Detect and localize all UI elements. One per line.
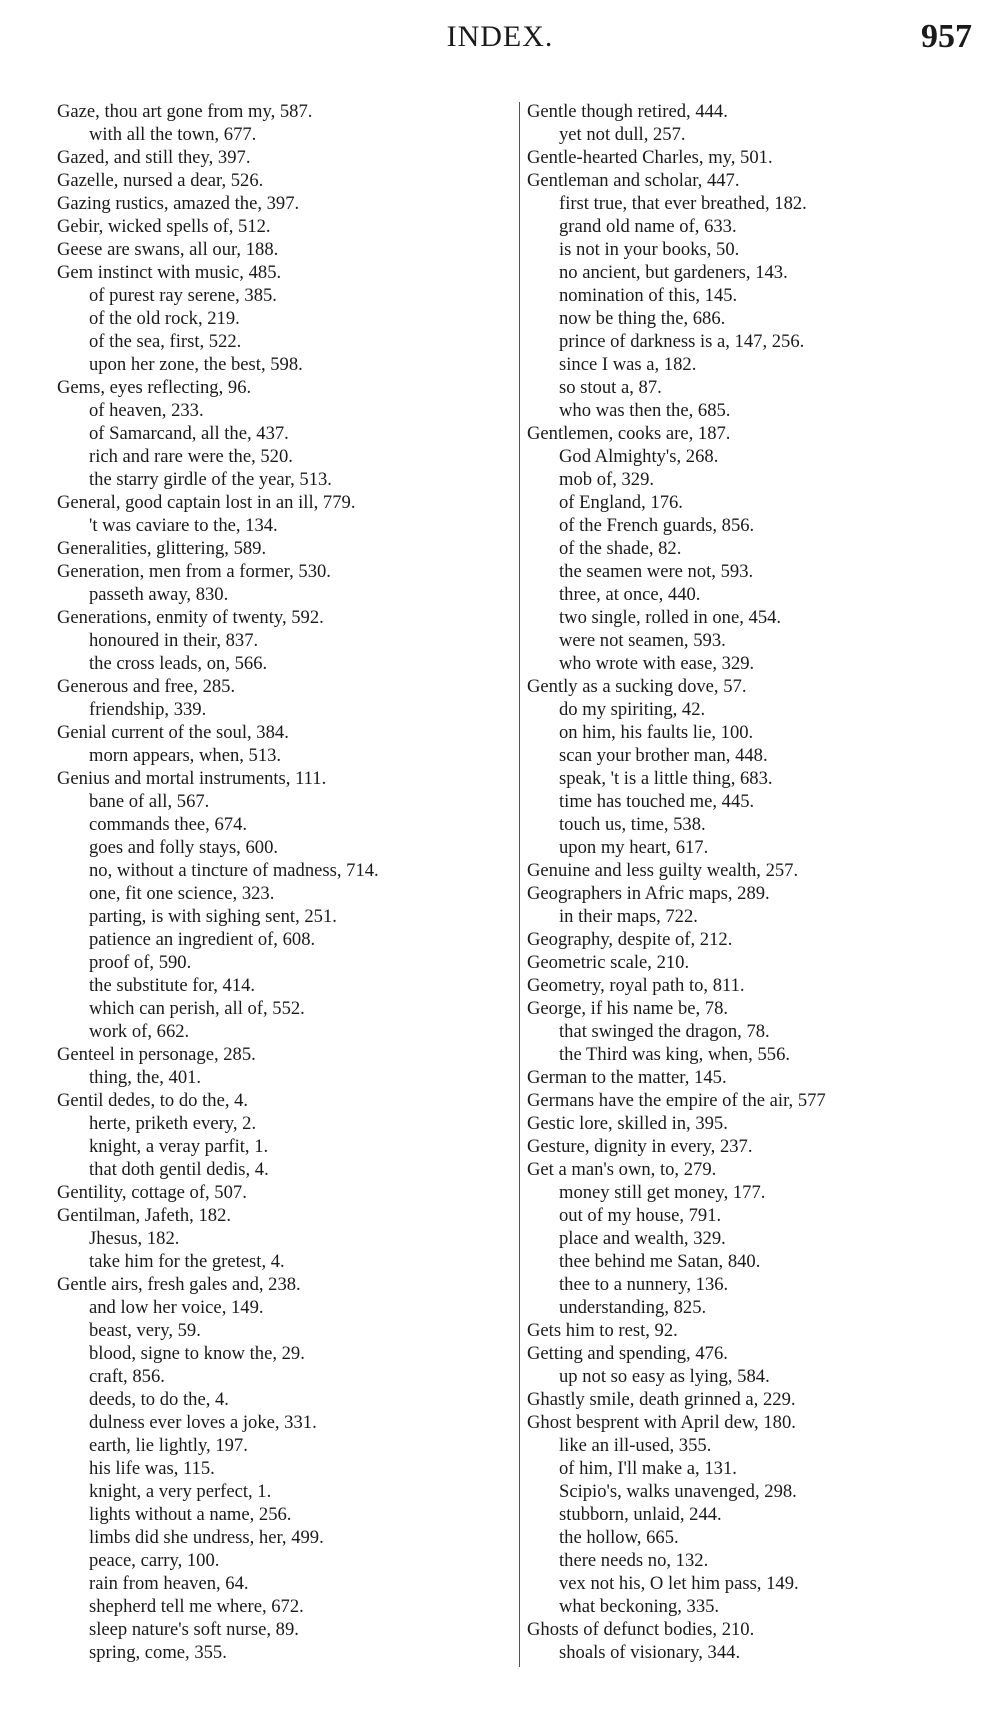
index-subentry: God Almighty's, 268. [559, 446, 719, 467]
index-subentry: Scipio's, walks unavenged, 298. [559, 1481, 797, 1502]
index-subentry: thee behind me Satan, 840. [559, 1251, 761, 1272]
index-subentry: scan your brother man, 448. [559, 745, 768, 766]
index-entry: Ghosts of defunct bodies, 210. [527, 1619, 755, 1640]
index-subentry: morn appears, when, 513. [89, 745, 282, 766]
index-entry: Gentleman and scholar, 447. [527, 170, 740, 191]
index-subentry: take him for the gretest, 4. [89, 1251, 285, 1272]
index-subentry: the cross leads, on, 566. [89, 653, 268, 674]
index-entry: Gebir, wicked spells of, 512. [57, 216, 271, 237]
index-subentry: what beckoning, 335. [559, 1596, 720, 1617]
index-subentry: mob of, 329. [559, 469, 655, 490]
index-entry: Gentility, cottage of, 507. [57, 1182, 247, 1203]
index-subentry: the substitute for, 414. [89, 975, 256, 996]
index-entry: Gesture, dignity in every, 237. [527, 1136, 753, 1157]
index-subentry: up not so easy as lying, 584. [559, 1366, 770, 1387]
index-subentry: grand old name of, 633. [559, 216, 737, 237]
index-subentry: knight, a veray parfit, 1. [89, 1136, 269, 1157]
index-entry: Genteel in personage, 285. [57, 1044, 256, 1065]
index-entry: German to the matter, 145. [527, 1067, 727, 1088]
index-entry: Gaze, thou art gone from my, 587. [57, 101, 313, 122]
index-subentry: upon my heart, 617. [559, 837, 709, 858]
index-subentry: of purest ray serene, 385. [89, 285, 277, 306]
index-subentry: and low her voice, 149. [89, 1297, 264, 1318]
index-entry: Genius and mortal instruments, 111. [57, 768, 327, 789]
index-subentry: work of, 662. [89, 1021, 190, 1042]
index-subentry: understanding, 825. [559, 1297, 707, 1318]
index-subentry: money still get money, 177. [559, 1182, 766, 1203]
index-subentry: the starry girdle of the year, 513. [89, 469, 332, 490]
index-subentry: rain from heaven, 64. [89, 1573, 249, 1594]
page-header [0, 18, 1000, 68]
index-subentry: 't was caviare to the, 134. [89, 515, 278, 536]
index-subentry: out of my house, 791. [559, 1205, 722, 1226]
index-entry: Get a man's own, to, 279. [527, 1159, 717, 1180]
index-subentry: so stout a, 87. [559, 377, 662, 398]
index-entry: George, if his name be, 78. [527, 998, 729, 1019]
index-subentry: who was then the, 685. [559, 400, 731, 421]
index-entry: Gem instinct with music, 485. [57, 262, 282, 283]
index-subentry: spring, come, 355. [89, 1642, 227, 1663]
index-entry: Gentle-hearted Charles, my, 501. [527, 147, 773, 168]
index-subentry: that doth gentil dedis, 4. [89, 1159, 269, 1180]
index-subentry: of Samarcand, all the, 437. [89, 423, 289, 444]
index-entry: Gentilman, Jafeth, 182. [57, 1205, 232, 1226]
index-subentry: his life was, 115. [89, 1458, 215, 1479]
page-number: 957 [921, 18, 972, 55]
index-subentry: no ancient, but gardeners, 143. [559, 262, 788, 283]
index-entry: Gazed, and still they, 397. [57, 147, 251, 168]
index-subentry: which can perish, all of, 552. [89, 998, 305, 1019]
index-subentry: of the French guards, 856. [559, 515, 755, 536]
index-entry: General, good captain lost in an ill, 779. [57, 492, 356, 513]
index-entry: Generalities, glittering, 589. [57, 538, 267, 559]
index-entry: Gentle airs, fresh gales and, 238. [57, 1274, 301, 1295]
index-subentry: craft, 856. [89, 1366, 165, 1387]
index-subentry: who wrote with ease, 329. [559, 653, 755, 674]
index-subentry: of him, I'll make a, 131. [559, 1458, 737, 1479]
index-column-left [57, 100, 517, 1664]
index-subentry: like an ill-used, 355. [559, 1435, 712, 1456]
index-entry: Gentlemen, cooks are, 187. [527, 423, 731, 444]
index-subentry: of the shade, 82. [559, 538, 682, 559]
index-subentry: parting, is with sighing sent, 251. [89, 906, 337, 927]
index-column-right [527, 100, 977, 1664]
index-subentry: beast, very, 59. [89, 1320, 201, 1341]
index-subentry: thing, the, 401. [89, 1067, 202, 1088]
index-entry: Ghastly smile, death grinned a, 229. [527, 1389, 796, 1410]
index-subentry: yet not dull, 257. [559, 124, 686, 145]
index-entry: Geometry, royal path to, 811. [527, 975, 745, 996]
index-subentry: now be thing the, 686. [559, 308, 726, 329]
index-subentry: no, without a tincture of madness, 714. [89, 860, 379, 881]
index-subentry: herte, priketh every, 2. [89, 1113, 257, 1134]
index-subentry: in their maps, 722. [559, 906, 698, 927]
index-subentry: time has touched me, 445. [559, 791, 755, 812]
index-subentry: patience an ingredient of, 608. [89, 929, 316, 950]
index-subentry: of England, 176. [559, 492, 683, 513]
index-subentry: nomination of this, 145. [559, 285, 738, 306]
index-entry: Gentle though retired, 444. [527, 101, 728, 122]
index-subentry: with all the town, 677. [89, 124, 257, 145]
index-subentry: do my spiriting, 42. [559, 699, 706, 720]
index-subentry: honoured in their, 837. [89, 630, 259, 651]
index-entry: Generation, men from a former, 530. [57, 561, 331, 582]
index-subentry: stubborn, unlaid, 244. [559, 1504, 722, 1525]
index-entry: Geese are swans, all our, 188. [57, 239, 279, 260]
index-entry: Gentil dedes, to do the, 4. [57, 1090, 249, 1111]
index-entry: Getting and spending, 476. [527, 1343, 728, 1364]
index-subentry: knight, a very perfect, 1. [89, 1481, 272, 1502]
index-subentry: commands thee, 674. [89, 814, 248, 835]
index-entry: Genial current of the soul, 384. [57, 722, 289, 743]
index-subentry: since I was a, 182. [559, 354, 697, 375]
index-subentry: place and wealth, 329. [559, 1228, 726, 1249]
index-entry: Geography, despite of, 212. [527, 929, 733, 950]
index-subentry: the hollow, 665. [559, 1527, 679, 1548]
index-subentry: prince of darkness is a, 147, 256. [559, 331, 805, 352]
index-entry: Generous and free, 285. [57, 676, 236, 697]
index-subentry: blood, signe to know the, 29. [89, 1343, 305, 1364]
index-subentry: is not in your books, 50. [559, 239, 740, 260]
index-subentry: were not seamen, 593. [559, 630, 726, 651]
index-subentry: bane of all, 567. [89, 791, 210, 812]
index-subentry: the Third was king, when, 556. [559, 1044, 791, 1065]
index-entry: Genuine and less guilty wealth, 257. [527, 860, 799, 881]
index-entry: Gently as a sucking dove, 57. [527, 676, 747, 697]
index-entry: Gets him to rest, 92. [527, 1320, 678, 1341]
index-subentry: shoals of visionary, 344. [559, 1642, 741, 1663]
index-subentry: of heaven, 233. [89, 400, 204, 421]
index-subentry: upon her zone, the best, 598. [89, 354, 303, 375]
index-entry: Gestic lore, skilled in, 395. [527, 1113, 728, 1134]
index-subentry: proof of, 590. [89, 952, 192, 973]
index-subentry: sleep nature's soft nurse, 89. [89, 1619, 299, 1640]
index-entry: Gazing rustics, amazed the, 397. [57, 193, 300, 214]
index-subentry: earth, lie lightly, 197. [89, 1435, 248, 1456]
index-subentry: goes and folly stays, 600. [89, 837, 279, 858]
index-subentry: the seamen were not, 593. [559, 561, 754, 582]
index-entry: Gazelle, nursed a dear, 526. [57, 170, 264, 191]
index-subentry: shepherd tell me where, 672. [89, 1596, 304, 1617]
index-entry: Germans have the empire of the air, 577 [527, 1090, 826, 1111]
index-subentry: thee to a nunnery, 136. [559, 1274, 729, 1295]
index-subentry: first true, that ever breathed, 182. [559, 193, 807, 214]
column-divider [519, 102, 520, 1667]
index-subentry: of the sea, first, 522. [89, 331, 242, 352]
index-subentry: vex not his, O let him pass, 149. [559, 1573, 799, 1594]
index-subentry: of the old rock, 219. [89, 308, 240, 329]
index-subentry: passeth away, 830. [89, 584, 229, 605]
page-title: INDEX. [446, 20, 554, 53]
index-subentry: dulness ever loves a joke, 331. [89, 1412, 317, 1433]
index-entry: Ghost besprent with April dew, 180. [527, 1412, 796, 1433]
index-entry: Geographers in Afric maps, 289. [527, 883, 770, 904]
index-subentry: on him, his faults lie, 100. [559, 722, 754, 743]
index-subentry: touch us, time, 538. [559, 814, 706, 835]
index-subentry: limbs did she undress, her, 499. [89, 1527, 324, 1548]
index-subentry: two single, rolled in one, 454. [559, 607, 782, 628]
index-subentry: speak, 't is a little thing, 683. [559, 768, 773, 789]
index-subentry: one, fit one science, 323. [89, 883, 275, 904]
index-subentry: deeds, to do the, 4. [89, 1389, 229, 1410]
index-subentry: peace, carry, 100. [89, 1550, 220, 1571]
index-entry: Gems, eyes reflecting, 96. [57, 377, 252, 398]
index-entry: Geometric scale, 210. [527, 952, 690, 973]
index-subentry: lights without a name, 256. [89, 1504, 292, 1525]
index-subentry: Jhesus, 182. [89, 1228, 180, 1249]
index-entry: Generations, enmity of twenty, 592. [57, 607, 324, 628]
index-subentry: there needs no, 132. [559, 1550, 709, 1571]
index-subentry: three, at once, 440. [559, 584, 701, 605]
index-subentry: rich and rare were the, 520. [89, 446, 293, 467]
index-subentry: friendship, 339. [89, 699, 207, 720]
index-subentry: that swinged the dragon, 78. [559, 1021, 770, 1042]
